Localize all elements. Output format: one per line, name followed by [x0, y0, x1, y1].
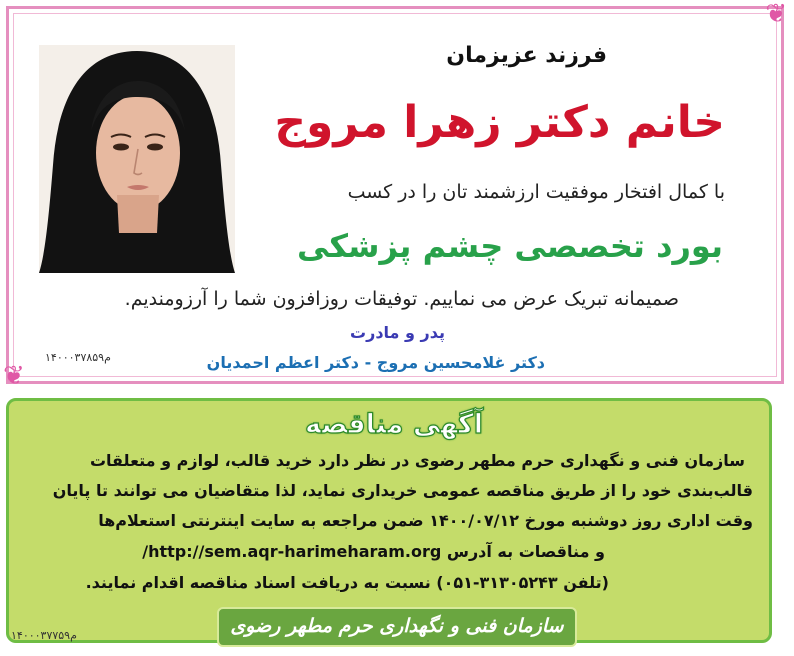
ad-code: م۱۴۰۰۰۳۷۸۵۹	[45, 351, 111, 364]
ad-code: م۱۴۰۰۰۳۷۷۵۹	[11, 629, 77, 642]
tender-title-box	[299, 407, 489, 447]
congratulation-ad	[3, 0, 787, 391]
congrats-line-2: صمیمانه تبریک عرض می نماییم. توفیقات روزافزون شما را آرزومندیم.	[124, 288, 679, 310]
tender-ad	[6, 398, 772, 643]
tender-line: وقت اداری روز دوشنبه مورخ ۱۴۰۰/۰۷/۱۲ ضمن مراجعه به سایت اینترنتی استعلام‌ها	[98, 511, 753, 530]
portrait-photo	[39, 45, 235, 273]
tender-line-url: و مناقصات به آدرس http://sem.aqr-harimeharam.org/	[142, 542, 605, 561]
floral-scroll-icon: ❦	[765, 0, 787, 29]
floral-scroll-icon: ❦	[3, 361, 25, 391]
honoree-name: خانم دکتر زهرا مروج	[274, 97, 725, 148]
congrats-line-1: با کمال افتخار موفقیت ارزشمند تان را در کسب	[347, 181, 725, 203]
tender-line: (تلفن ۳۱۳۰۵۲۴۳-۰۵۱) نسبت به دریافت اسناد مناقصه اقدام نمایند.	[85, 573, 609, 592]
organization-name: سازمان فنی و نگهداری حرم مطهر رضوی	[230, 615, 564, 637]
greeting-heading: فرزند عزیزمان	[446, 43, 607, 68]
tender-line: قالب‌بندی خود را از طریق مناقصه عمومی خریداری نماید، لذا متقاضیان می توانند تا پایان	[52, 481, 753, 500]
tender-line: سازمان فنی و نگهداری حرم مطهر رضوی در نظر دارد خرید قالب، لوازم و متعلقات	[89, 451, 745, 470]
specialty-title: بورد تخصصی چشم پزشکی	[297, 227, 723, 265]
sender-label: پدر و مادرت	[350, 323, 445, 342]
tender-footer-banner	[217, 607, 577, 647]
tender-title: آگهی مناقصه	[304, 409, 484, 440]
sender-names: دکتر غلامحسین مروج - دکتر اعظم احمدیان	[206, 353, 545, 372]
